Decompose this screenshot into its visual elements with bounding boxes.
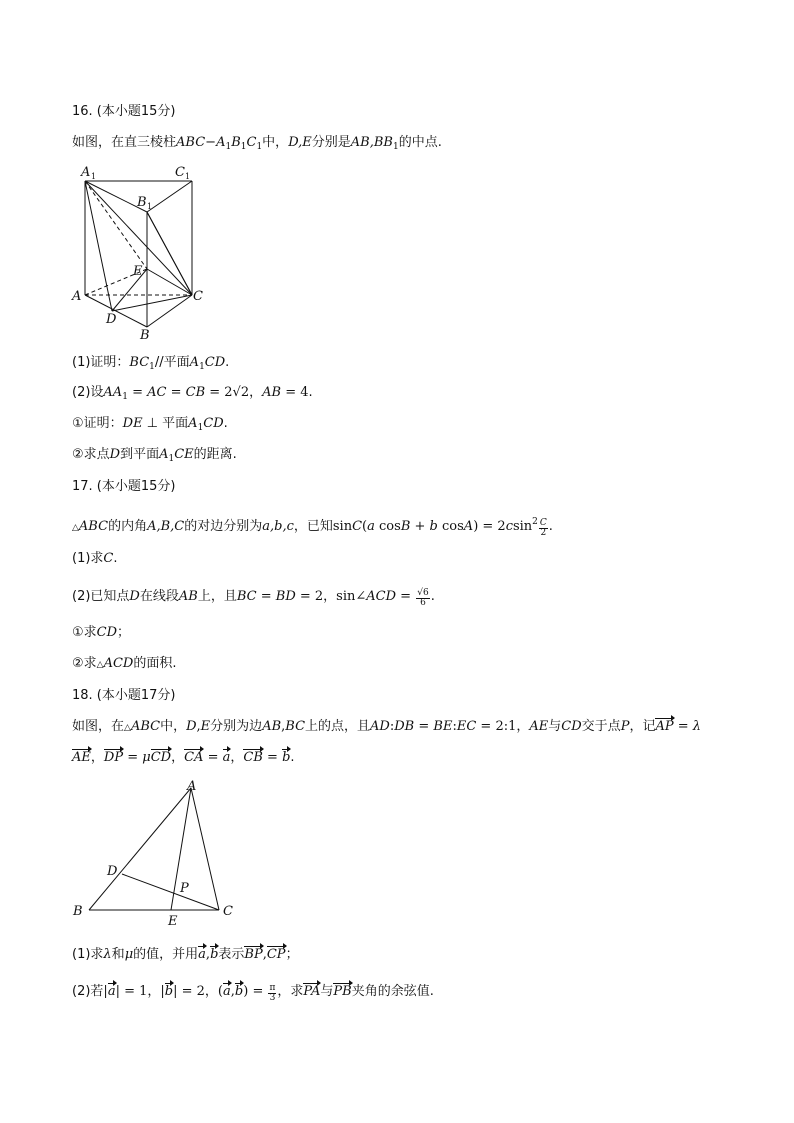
q16-part2-2: ②求点D到平面$A_1CE$的距离. bbox=[72, 447, 237, 464]
q17-part2-2: ②求△ACD的面积. bbox=[72, 656, 177, 671]
label-D: D bbox=[106, 312, 117, 327]
q18-part1: (1)求λ和μ的值，并用a,b表示BP,CP； bbox=[72, 947, 299, 962]
q17-intro: △ABC的内角A,B,C的对边分别为a,b,c，已知sinC(a cosB + b cosA) = 2csin$^2$ $\frac{C}{2}$ . bbox=[72, 517, 553, 538]
label-P: P bbox=[180, 881, 189, 896]
q16-part1: (1)证明：$BC_1//$平面$A_1CD$. bbox=[72, 355, 230, 372]
q16-header: 16. (本小题15分) bbox=[72, 104, 176, 119]
label-B: B bbox=[73, 904, 83, 919]
label-A1: A bbox=[81, 165, 91, 180]
q18-header: 18. (本小题17分) bbox=[72, 688, 176, 703]
q17-part2-1: ①求CD； bbox=[72, 625, 131, 640]
svg-text:1: 1 bbox=[91, 172, 97, 181]
q16-part2: (2)设$AA_1$ = AC = CB = 2√2，AB = 4. bbox=[72, 385, 313, 402]
q16-part2-1: ①证明：DE ⊥ 平面$A_1CD$. bbox=[72, 416, 228, 433]
q18-part2: (2)若|a| = 1，|b| = 2，(a,b) = $\frac{\pi}{3}$ ，求PA与PB夹角的余弦值. bbox=[72, 983, 434, 1003]
q17-part1: (1)求C. bbox=[72, 551, 118, 566]
prism-figure bbox=[70, 160, 210, 345]
label-B: B bbox=[140, 328, 150, 343]
label-E: E bbox=[168, 914, 178, 928]
q18-intro-line1: 如图，在△ABC中，D,E分别为边AB,BC上的点，且AD:DB = BE:EC = 2:1，AE与CD交于点P，记AP = λ bbox=[72, 719, 702, 734]
label-B1: B bbox=[137, 195, 147, 210]
label-D: D bbox=[107, 864, 118, 879]
label-A: A bbox=[187, 779, 197, 794]
label-A: A bbox=[72, 289, 82, 304]
triangle-figure bbox=[70, 778, 240, 928]
svg-text:1: 1 bbox=[185, 172, 191, 181]
q17-header: 17. (本小题15分) bbox=[72, 479, 176, 494]
q18-intro-line2: AE，DP = μCD，CA = a，CB = b. bbox=[72, 750, 295, 765]
svg-text:1: 1 bbox=[147, 202, 153, 211]
label-C: C bbox=[193, 289, 203, 304]
label-C1: C bbox=[175, 165, 185, 180]
label-E: E bbox=[133, 264, 143, 279]
q16-intro: 如图，在直三棱柱$ABC-A_1B_1C_1$中，D,E分别是$AB,BB_1$的中点. bbox=[72, 135, 442, 152]
label-C: C bbox=[223, 904, 233, 919]
q17-part2: (2)已知点D在线段AB上，且BC = BD = 2，sin∠ACD = $\frac{√6}{6}$ . bbox=[72, 588, 435, 608]
